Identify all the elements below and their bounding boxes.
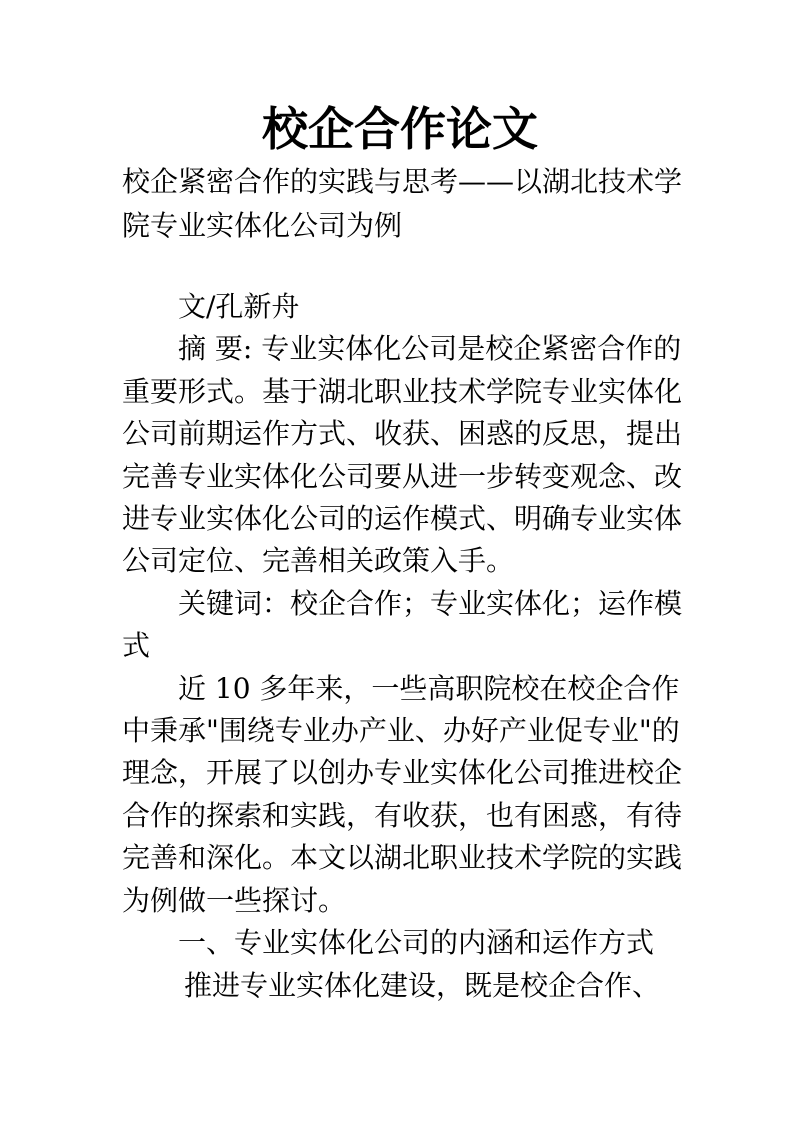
document-body xyxy=(122,286,692,1007)
section-paragraph: 推进专业实体化建设，既是校企合作、 xyxy=(184,968,661,1002)
author-line: 文/孔新舟 xyxy=(178,290,300,323)
keywords-paragraph: 关键词：校企合作；专业实体化；运作模式 xyxy=(122,586,683,663)
document-title: 校企合作论文 xyxy=(262,102,538,156)
document-subtitle: 校企紧密合作的实践与思考——以湖北技术学院专业实体化公司为例 xyxy=(122,165,683,242)
intro-paragraph: 近 10 多年来，一些高职院校在校企合作中秉承"围绕专业办产业、办好产业促专业"的理念，开展了以创办专业实体化公司推进校企合作的探索和实践，有收获，也有困惑，有待完善和深化。本文以湖北职业技术学院的实践为例做一些探讨。 xyxy=(122,671,683,917)
abstract-paragraph: 摘 要: 专业实体化公司是校企紧密合作的重要形式。基于湖北职业技术学院专业实体化公司前期运作方式、收获、困惑的反思，提出完善专业实体化公司要从进一步转变观念、改进专业实体化公司的运作模式、明确专业实体公司定位、完善相关政策入手。 xyxy=(122,332,683,578)
section-heading: 一、专业实体化公司的内涵和运作方式 xyxy=(178,926,655,960)
